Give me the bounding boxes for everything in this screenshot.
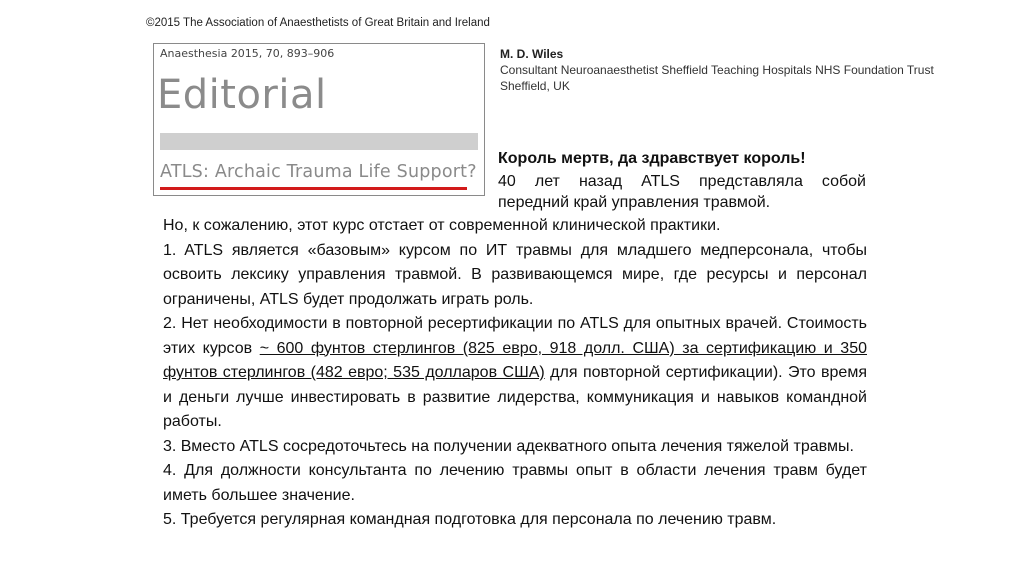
headline: Король мертв, да здравствует король! [498, 150, 806, 167]
list-item-2 [163, 312, 867, 435]
red-underline [160, 187, 467, 190]
cost-underlined: ~ 600 фунтов стерлингов (825 евро, 918 долл. США) за сертификацию и 350 фунтов стерлингов (482 евро; 535 долларов США) [163, 339, 867, 381]
journal-header-image [153, 43, 485, 196]
gray-divider-bar [160, 133, 478, 150]
section-title: Editorial [157, 72, 327, 118]
journal-reference: Anaesthesia 2015, 70, 893–906 [160, 47, 335, 60]
copyright-notice: ©2015 The Association of Anaesthetists of Great Britain and Ireland [146, 17, 490, 29]
list-item-1: 1. ATLS является «базовым» курсом по ИТ травмы для младшего медперсонала, чтобы освоить лексику управления травмой. В развивающемся мире, где ресурсы и персонал ограничены, ATLS будет продолжать играть роль. [163, 241, 867, 308]
list-item-5: 5. Требуется регулярная командная подготовка для персонала по лечению травм. [163, 511, 777, 528]
article-title: ATLS: Archaic Trauma Life Support? [160, 162, 477, 182]
body-text [163, 214, 867, 533]
author-info [500, 46, 934, 94]
author-position: Consultant Neuroanaesthetist Sheffield Teaching Hospitals NHS Foundation Trust [500, 63, 934, 77]
list-item-4: 4. Для должности консультанта по лечению травмы опыт в области лечения травм будет иметь большее значение. [163, 462, 867, 504]
author-name: M. D. Wiles [500, 47, 564, 61]
intro-text: 40 лет назад ATLS представляла собой передний край управления травмой. [498, 173, 866, 211]
list-item-2-start: 2. Нет необходимости в повторной ресертификации по ATLS для опытных врачей. Стоимость этих курсов [163, 315, 867, 357]
author-location: Sheffield, UK [500, 79, 570, 93]
list-item-3: 3. Вместо ATLS сосредоточьтесь на получении адекватного опыта лечения тяжелой травмы. [163, 437, 854, 455]
body-lead: Но, к сожалению, этот курс отстает от современной клинической практики. [163, 217, 721, 234]
list-item-2-end: для повторной сертификации). Это время и деньги лучше инвестировать в развитие лидерства, коммуникация и навыков командной работы. [163, 364, 867, 430]
